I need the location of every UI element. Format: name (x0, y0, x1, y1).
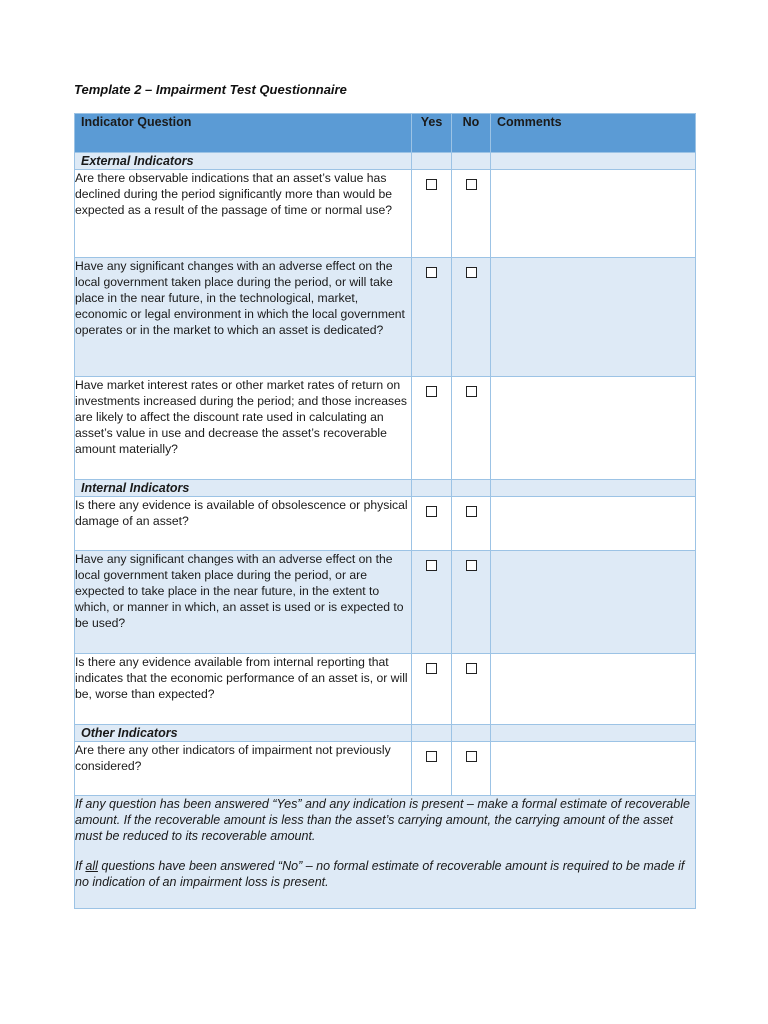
table-row (75, 377, 696, 480)
no-checkbox[interactable] (466, 663, 477, 674)
section-row-other (75, 725, 696, 742)
comments-cell[interactable] (491, 551, 696, 654)
comments-cell[interactable] (491, 258, 696, 377)
no-checkbox[interactable] (466, 751, 477, 762)
question-text: Have any significant changes with an adverse effect on the local government taken place during the period, or are expected to take place in the near future, in the extent to which, or manner in which, an asset is used or is expected to be used? (75, 551, 412, 654)
no-checkbox[interactable] (466, 267, 477, 278)
yes-checkbox[interactable] (426, 560, 437, 571)
table-row (75, 551, 696, 654)
section-row-external (75, 153, 696, 170)
section-label-internal: Internal Indicators (75, 480, 412, 497)
footer-paragraph-no: If all questions have been answered “No” – no formal estimate of recoverable amount is required to be made if no indication of an impairment loss is present. (75, 859, 685, 889)
yes-checkbox[interactable] (426, 663, 437, 674)
page-title: Template 2 – Impairment Test Questionnaire (74, 82, 347, 97)
section-label-external: External Indicators (75, 153, 412, 170)
question-text: Are there observable indications that an asset’s value has declined during the period significantly more than would be expected as a result of the passage of time or normal use? (75, 170, 412, 258)
table-row (75, 258, 696, 377)
no-checkbox[interactable] (466, 560, 477, 571)
question-text: Have market interest rates or other market rates of return on investments increased during the period; and those increases are likely to affect the discount rate used in calculating an asset’s value in use and decrease the asset’s recoverable amount materially? (75, 377, 412, 480)
comments-cell[interactable] (491, 654, 696, 725)
question-text: Is there any evidence is available of obsolescence or physical damage of an asset? (75, 497, 412, 551)
questionnaire-table (74, 113, 696, 909)
yes-checkbox[interactable] (426, 751, 437, 762)
footer-paragraph-yes: If any question has been answered “Yes” and any indication is present – make a formal estimate of recoverable amount. If the recoverable amount is less than the asset’s carrying amount, the carrying amount of the asset must be reduced to its recoverable amount. (75, 797, 690, 843)
section-label-other: Other Indicators (75, 725, 412, 742)
comments-cell[interactable] (491, 170, 696, 258)
footer-note (75, 796, 696, 909)
column-header-no: No (452, 114, 491, 153)
table-row (75, 742, 696, 796)
emphasis-all: all (85, 859, 98, 873)
yes-checkbox[interactable] (426, 506, 437, 517)
footer-row (75, 796, 696, 909)
no-checkbox[interactable] (466, 506, 477, 517)
comments-cell[interactable] (491, 742, 696, 796)
table-row (75, 170, 696, 258)
column-header-comments: Comments (491, 114, 696, 153)
table-row (75, 654, 696, 725)
comments-cell[interactable] (491, 377, 696, 480)
yes-checkbox[interactable] (426, 179, 437, 190)
section-row-internal (75, 480, 696, 497)
question-text: Is there any evidence available from internal reporting that indicates that the economic performance of an asset is, or will be, worse than expected? (75, 654, 412, 725)
question-text: Are there any other indicators of impairment not previously considered? (75, 742, 412, 796)
no-checkbox[interactable] (466, 179, 477, 190)
comments-cell[interactable] (491, 497, 696, 551)
table-row (75, 497, 696, 551)
column-header-question: Indicator Question (75, 114, 412, 153)
question-text: Have any significant changes with an adverse effect on the local government taken place during the period, or will take place in the near future, in the technological, market, economic or legal environment in which the local government operates or in the market to which an asset is dedicated? (75, 258, 412, 377)
yes-checkbox[interactable] (426, 267, 437, 278)
column-header-yes: Yes (412, 114, 452, 153)
yes-checkbox[interactable] (426, 386, 437, 397)
no-checkbox[interactable] (466, 386, 477, 397)
header-row (75, 114, 696, 153)
